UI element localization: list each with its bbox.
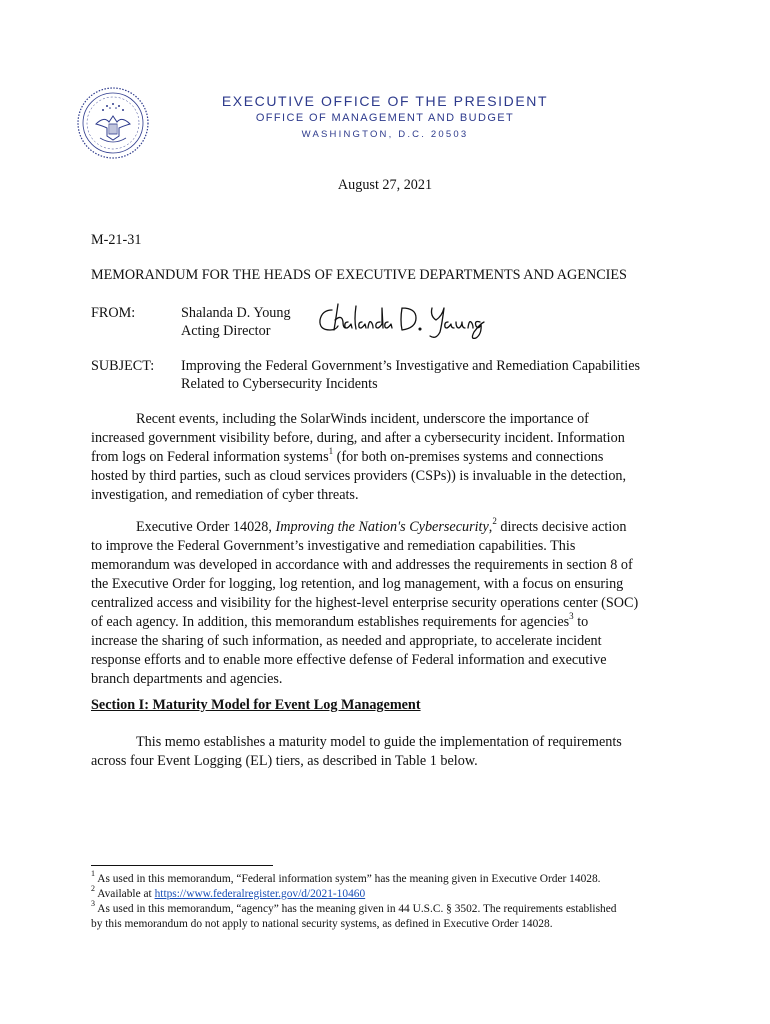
p2-line-7: increase the sharing of such information, as needed and appropriate, to accelerate incident bbox=[91, 633, 602, 649]
p3-line-2: across four Event Logging (EL) tiers, as described in Table 1 below. bbox=[91, 753, 478, 769]
p1-line-1: Recent events, including the SolarWinds incident, underscore the importance of bbox=[136, 411, 589, 427]
footnote-ref-1[interactable]: 1 bbox=[328, 446, 334, 457]
federal-register-link[interactable]: https://www.federalregister.gov/d/2021-10460 bbox=[154, 888, 366, 900]
footnote-ref-2[interactable]: 2 bbox=[492, 516, 497, 527]
p2-line-6 bbox=[91, 613, 638, 632]
p1-line-3a: from logs on Federal information systems bbox=[91, 449, 329, 465]
p1-line-4: hosted by third parties, such as cloud services providers (CSPs)) is invaluable in the detection, bbox=[91, 468, 627, 484]
signature-image bbox=[316, 296, 486, 340]
section-heading: Section I: Maturity Model for Event Log Management bbox=[91, 697, 421, 713]
subject-line-1: Improving the Federal Government’s Investigative and Remediation Capabilities bbox=[181, 358, 641, 374]
footnote-2-number: 2 bbox=[91, 884, 95, 894]
from-title: Acting Director bbox=[181, 323, 271, 339]
memo-addressee: MEMORANDUM FOR THE HEADS OF EXECUTIVE DEPARTMENTS AND AGENCIES bbox=[91, 267, 627, 283]
p2-line-1 bbox=[91, 518, 638, 537]
p2-line-6b: to bbox=[573, 614, 589, 630]
p1-line-5: investigation, and remediation of cyber threats. bbox=[91, 487, 359, 503]
p1-line-3 bbox=[91, 448, 626, 467]
footnote-1-number: 1 bbox=[91, 869, 95, 879]
footnote-1 bbox=[91, 869, 601, 887]
footnote-3-continued: by this memorandum do not apply to national security systems, as defined in Executive Order 14028. bbox=[91, 918, 553, 930]
letterhead-address: WASHINGTON, D.C. 20503 bbox=[301, 129, 469, 140]
footnote-3 bbox=[91, 899, 617, 917]
eo-title: Improving the Nation's Cybersecurity bbox=[275, 519, 489, 535]
memo-date: August 27, 2021 bbox=[337, 177, 433, 193]
p2-line-1a: Executive Order 14028, bbox=[136, 519, 276, 535]
subject-line-2: Related to Cybersecurity Incidents bbox=[181, 376, 378, 392]
subject-label: SUBJECT: bbox=[91, 358, 155, 374]
p2-line-4: the Executive Order for logging, log retention, and log management, with a focus on ensuring bbox=[91, 576, 624, 592]
letterhead-office: EXECUTIVE OFFICE OF THE PRESIDENT bbox=[221, 93, 549, 109]
p2-line-9: branch departments and agencies. bbox=[91, 671, 283, 687]
p2-line-1b: directs decisive action bbox=[496, 519, 627, 535]
from-name: Shalanda D. Young bbox=[181, 305, 291, 321]
memo-number: M-21-31 bbox=[91, 232, 142, 248]
p3-line-1: This memo establishes a maturity model to guide the implementation of requirements bbox=[136, 734, 622, 750]
paragraph-3 bbox=[91, 733, 622, 771]
from-label: FROM: bbox=[91, 305, 136, 321]
p1-line-3b: (for both on-premises systems and connections bbox=[333, 449, 604, 465]
paragraph-2 bbox=[91, 518, 638, 689]
footnote-3-number: 3 bbox=[91, 899, 95, 909]
footnote-2 bbox=[91, 884, 366, 902]
p2-line-8: response efforts and to enable more effective defense of Federal information and executive bbox=[91, 652, 607, 668]
presidential-seal-icon bbox=[76, 86, 150, 160]
footnote-ref-3[interactable]: 3 bbox=[569, 611, 574, 622]
p1-line-2: increased government visibility before, during, and after a cybersecurity incident. Information bbox=[91, 430, 625, 446]
p2-line-5: centralized access and visibility for the highest-level enterprise security operations center (SOC) bbox=[91, 595, 639, 611]
p2-line-6a: of each agency. In addition, this memorandum establishes requirements for agencies bbox=[91, 614, 570, 630]
p2-line-2: to improve the Federal Government’s investigative and remediation capabilities. This bbox=[91, 538, 576, 554]
footnote-3-text: As used in this memorandum, “agency” has the meaning given in 44 U.S.C. § 3502. The requirements established bbox=[95, 903, 617, 915]
footnote-1-text: As used in this memorandum, “Federal information system” has the meaning given in Executive Order 14028. bbox=[95, 873, 601, 885]
p2-line-1-comma: , bbox=[488, 519, 493, 535]
letterhead-sub-office: OFFICE OF MANAGEMENT AND BUDGET bbox=[255, 112, 515, 124]
footnote-2-text: Available at bbox=[95, 888, 155, 900]
footnote-divider bbox=[91, 865, 273, 866]
p2-line-3: memorandum was developed in accordance with and addresses the requirements in section 8 of bbox=[91, 557, 633, 573]
paragraph-1 bbox=[91, 410, 626, 505]
